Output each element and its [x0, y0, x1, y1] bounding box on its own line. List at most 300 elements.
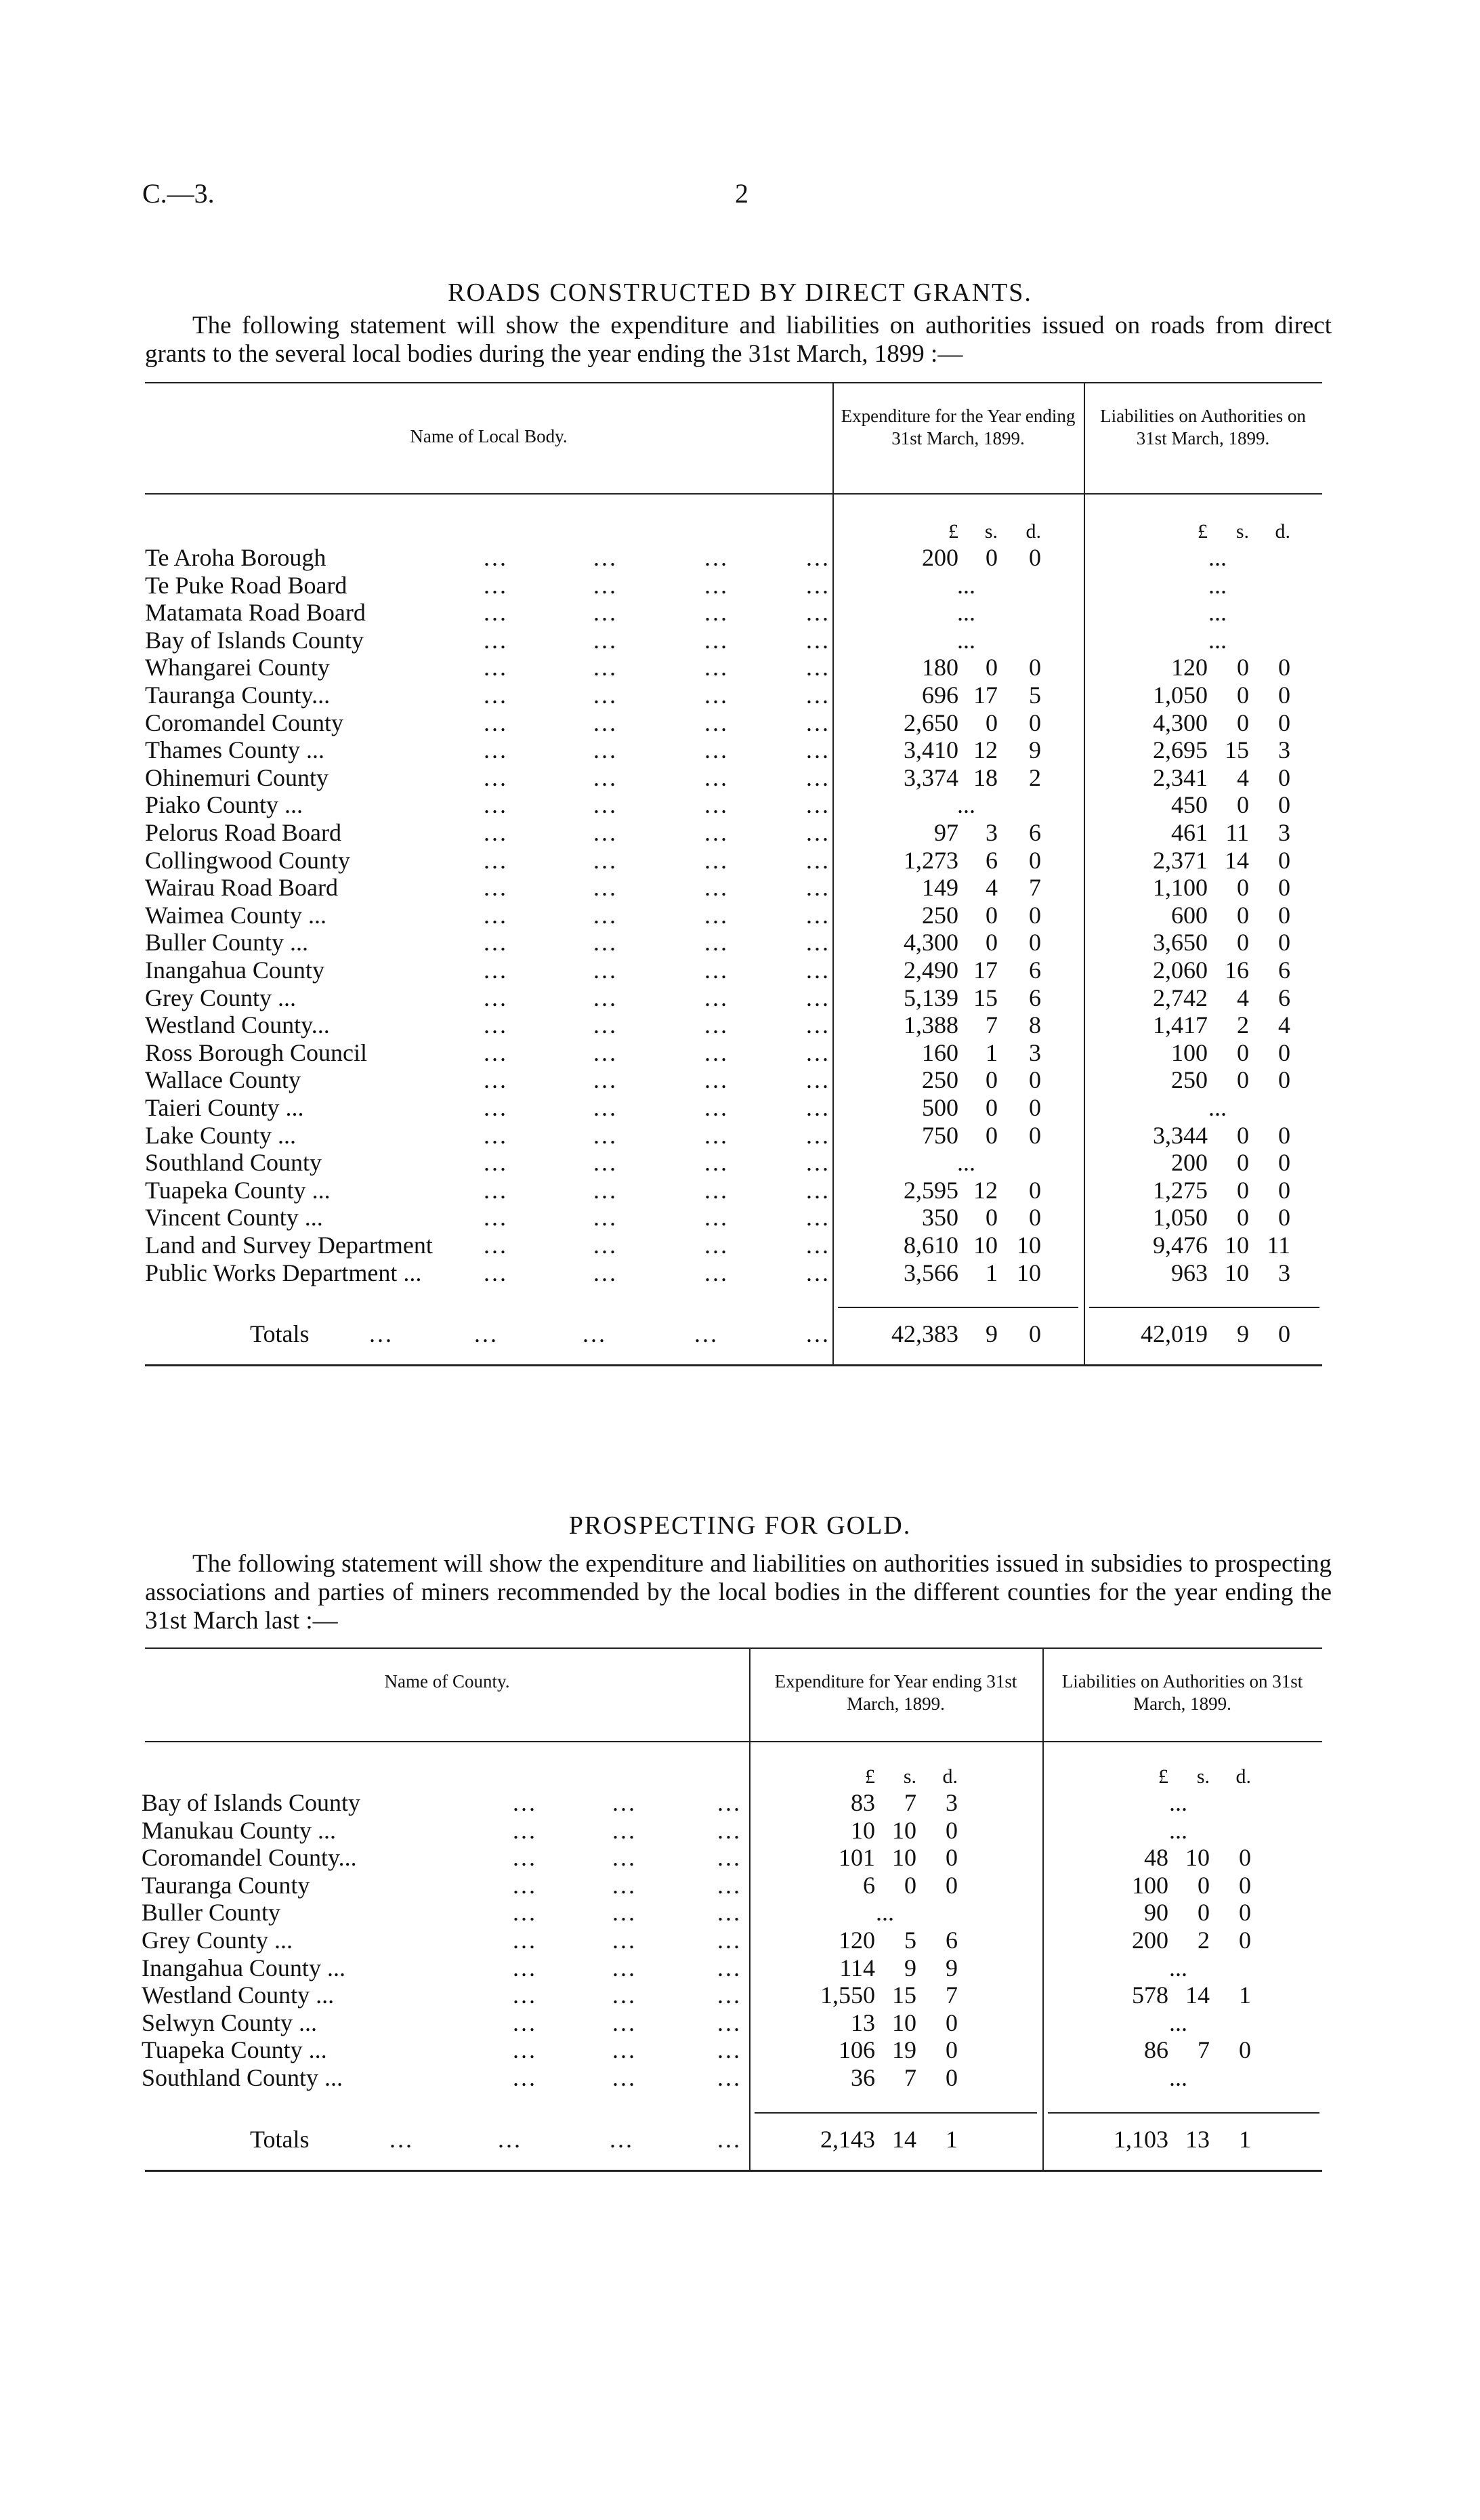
expenditure-shillings: 7: [904, 2064, 916, 2091]
dot-leader: ...: [498, 2125, 522, 2153]
expenditure-shillings: 9: [904, 1954, 916, 1981]
expenditure-pounds: 97: [934, 819, 958, 846]
row-name: Buller County ...: [145, 929, 312, 956]
row-name: Inangahua County: [145, 957, 329, 984]
dot-leader: ...: [484, 874, 508, 902]
unit-pence-label: d.: [942, 1765, 958, 1788]
dot-leader: ...: [806, 736, 830, 764]
expenditure-empty: ...: [957, 571, 975, 599]
column-header-name: Name of County.: [384, 1671, 510, 1692]
dot-leader: ...: [806, 929, 830, 957]
expenditure-pounds: 2,490: [904, 957, 958, 984]
expenditure-shillings: 10: [892, 1816, 916, 1844]
totals-rule: [838, 1307, 1078, 1308]
liability-pounds: 2,341: [1153, 763, 1208, 791]
dot-leader: ...: [593, 681, 618, 709]
expenditure-pounds: 2,650: [904, 709, 958, 736]
dot-leader: ...: [612, 2064, 637, 2091]
expenditure-pence: 0: [1029, 654, 1041, 681]
expenditure-pence: 6: [946, 1927, 958, 1954]
expenditure-shillings: 19: [892, 2036, 916, 2064]
dot-leader: ...: [806, 1232, 830, 1259]
total-expenditure-pence: 0: [1029, 1320, 1041, 1348]
dot-leader: ...: [704, 1232, 729, 1259]
row-name: Westland County...: [145, 1011, 334, 1038]
expenditure-pence: 0: [946, 1871, 958, 1899]
dot-leader: ...: [806, 1204, 830, 1232]
dot-leader: ...: [593, 626, 618, 654]
dot-leader: ...: [704, 544, 729, 571]
dot-leader: ...: [484, 819, 508, 846]
expenditure-pounds: 696: [922, 681, 958, 709]
expenditure-pounds: 10: [851, 1816, 875, 1844]
row-name: Ross Borough Council: [145, 1039, 371, 1066]
dot-leader: ...: [717, 1844, 742, 1872]
expenditure-pence: 6: [1029, 819, 1041, 846]
expenditure-pounds: 750: [922, 1121, 958, 1149]
unit-shillings-label: s.: [1235, 520, 1249, 543]
dot-leader: ...: [484, 736, 508, 764]
dot-leader: ...: [484, 544, 508, 571]
liability-pounds: 600: [1171, 901, 1208, 929]
totals-label: Totals: [250, 2126, 313, 2153]
liability-pounds: 450: [1171, 791, 1208, 819]
liability-pence: 6: [1278, 984, 1290, 1011]
liability-shillings: 0: [1237, 791, 1249, 819]
unit-shillings-label: s.: [984, 520, 998, 543]
dot-leader: ...: [704, 1259, 729, 1286]
dot-leader: ...: [484, 1121, 508, 1149]
row-name: Grey County ...: [142, 1927, 297, 1954]
liability-empty: ...: [1169, 1816, 1187, 1844]
expenditure-empty: ...: [957, 599, 975, 627]
dot-leader: ...: [484, 654, 508, 681]
expenditure-pounds: 1,273: [904, 846, 958, 874]
row-name: Waimea County ...: [145, 902, 331, 929]
row-name: Matamata Road Board: [145, 599, 370, 626]
dot-leader: ...: [513, 1927, 537, 1954]
dot-leader: ...: [704, 1066, 729, 1094]
dot-leader: ...: [593, 1259, 618, 1286]
expenditure-pounds: 106: [839, 2036, 875, 2064]
liability-shillings: 0: [1237, 929, 1249, 957]
dot-leader: ...: [612, 2009, 637, 2036]
dot-leader: ...: [612, 1981, 637, 2009]
liability-pounds: 100: [1171, 1038, 1208, 1066]
dot-leader: ...: [704, 599, 729, 627]
expenditure-shillings: 3: [986, 819, 998, 846]
expenditure-pence: 10: [1017, 1259, 1041, 1286]
dot-leader: ...: [593, 1038, 618, 1066]
liability-pence: 0: [1278, 791, 1290, 819]
expenditure-shillings: 0: [986, 709, 998, 736]
expenditure-pounds: 8,610: [904, 1232, 958, 1259]
dot-leader: ...: [484, 846, 508, 874]
row-name: Wallace County: [145, 1066, 305, 1093]
expenditure-shillings: 0: [986, 929, 998, 957]
expenditure-pounds: 250: [922, 1066, 958, 1094]
dot-leader: ...: [513, 1954, 537, 1981]
liability-pence: 1: [1239, 1981, 1251, 2009]
dot-leader: ...: [484, 1204, 508, 1232]
dot-leader: ...: [484, 681, 508, 709]
expenditure-pence: 0: [946, 2064, 958, 2091]
liability-pence: 3: [1278, 819, 1290, 846]
liability-pounds: 1,050: [1153, 1204, 1208, 1232]
row-name: Coromandel County: [145, 709, 347, 736]
unit-shillings-label: s.: [1196, 1765, 1210, 1788]
unit-pounds-label: £: [948, 520, 958, 543]
expenditure-shillings: 0: [986, 1204, 998, 1232]
dot-leader: ...: [484, 791, 508, 819]
dot-leader: ...: [704, 1121, 729, 1149]
liability-shillings: 2: [1237, 1011, 1249, 1039]
dot-leader: ...: [717, 1871, 742, 1899]
liability-pence: 0: [1278, 1121, 1290, 1149]
dot-leader: ...: [474, 1320, 499, 1348]
expenditure-shillings: 7: [986, 1011, 998, 1039]
row-name: Whangarei County: [145, 654, 334, 681]
row-name: Selwyn County ...: [142, 2009, 321, 2036]
dot-leader: ...: [593, 819, 618, 846]
expenditure-pence: 0: [1029, 901, 1041, 929]
expenditure-shillings: 6: [986, 846, 998, 874]
expenditure-shillings: 17: [973, 957, 998, 984]
row-name: Lake County ...: [145, 1122, 300, 1149]
dot-leader: ...: [593, 1094, 618, 1121]
dot-leader: ...: [513, 1816, 537, 1844]
expenditure-pounds: 160: [922, 1038, 958, 1066]
total-expenditure-pounds: 2,143: [820, 2125, 875, 2153]
dot-leader: ...: [593, 901, 618, 929]
dot-leader: ...: [806, 819, 830, 846]
dot-leader: ...: [593, 599, 618, 627]
unit-pounds-label: £: [865, 1765, 875, 1788]
dot-leader: ...: [704, 901, 729, 929]
total-liability-shillings: 13: [1185, 2125, 1210, 2153]
dot-leader: ...: [717, 1927, 742, 1954]
expenditure-shillings: 10: [892, 1844, 916, 1872]
row-name: Vincent County ...: [145, 1204, 327, 1231]
dot-leader: ...: [612, 1816, 637, 1844]
row-name: Manukau County ...: [142, 1817, 340, 1844]
expenditure-shillings: 1: [986, 1259, 998, 1286]
dot-leader: ...: [484, 1011, 508, 1039]
total-liability-pence: 0: [1278, 1320, 1290, 1348]
dot-leader: ...: [806, 681, 830, 709]
liability-pounds: 1,417: [1153, 1011, 1208, 1039]
liability-shillings: 10: [1185, 1844, 1210, 1872]
expenditure-pence: 6: [1029, 984, 1041, 1011]
dot-leader: ...: [806, 984, 830, 1011]
expenditure-pence: 3: [946, 1789, 958, 1816]
section-title-gold: PROSPECTING FOR GOLD.: [568, 1511, 912, 1540]
total-expenditure-pence: 1: [946, 2125, 958, 2153]
total-expenditure-pounds: 42,383: [891, 1320, 958, 1348]
column-header-expenditure: Expenditure for Year ending 31st March, 1899.: [774, 1671, 1017, 1714]
dot-leader: ...: [484, 1038, 508, 1066]
dot-leader: ...: [593, 544, 618, 571]
liability-shillings: 0: [1237, 1038, 1249, 1066]
dot-leader: ...: [484, 929, 508, 957]
total-expenditure-shillings: 9: [986, 1320, 998, 1348]
dot-leader: ...: [806, 846, 830, 874]
dot-leader: ...: [513, 1789, 537, 1816]
dot-leader: ...: [704, 626, 729, 654]
liability-pence: 0: [1239, 1844, 1251, 1872]
liability-pounds: 963: [1171, 1259, 1208, 1286]
liability-shillings: 11: [1225, 819, 1249, 846]
expenditure-shillings: 18: [973, 763, 998, 791]
expenditure-pounds: 1,550: [820, 1981, 875, 2009]
total-liability-pounds: 42,019: [1141, 1320, 1208, 1348]
dot-leader: ...: [593, 1176, 618, 1204]
dot-leader: ...: [593, 846, 618, 874]
liability-pounds: 2,060: [1153, 957, 1208, 984]
column-header-name: Name of Local Body.: [410, 426, 568, 446]
row-name: Westland County ...: [142, 1981, 338, 2009]
expenditure-shillings: 15: [892, 1981, 916, 2009]
dot-leader: ...: [484, 763, 508, 791]
liability-pence: 6: [1278, 957, 1290, 984]
liability-pence: 0: [1278, 1204, 1290, 1232]
liability-pounds: 2,742: [1153, 984, 1208, 1011]
expenditure-pounds: 250: [922, 901, 958, 929]
expenditure-pounds: 1,388: [904, 1011, 958, 1039]
section-intro-roads: The following statement will show the expenditure and liabilities on authorities issued on roads from direct grants to the several local bodies during the year ending the 31st March, 1899 :—: [145, 312, 1332, 368]
expenditure-shillings: 0: [986, 1094, 998, 1121]
liability-empty: ...: [1169, 2064, 1187, 2091]
dot-leader: ...: [593, 1121, 618, 1149]
liability-pence: 0: [1278, 763, 1290, 791]
expenditure-pence: 3: [1029, 1038, 1041, 1066]
dot-leader: ...: [704, 819, 729, 846]
expenditure-shillings: 0: [986, 544, 998, 571]
dot-leader: ...: [593, 984, 618, 1011]
liability-pounds: 200: [1132, 1927, 1168, 1954]
expenditure-pence: 9: [946, 1954, 958, 1981]
dot-leader: ...: [610, 2125, 634, 2153]
expenditure-shillings: 0: [986, 1121, 998, 1149]
expenditure-empty: ...: [876, 1899, 894, 1927]
dot-leader: ...: [704, 763, 729, 791]
column-header-liabilities: Liabilities on Authorities on 31st March, 1899.: [1100, 406, 1306, 448]
liability-empty: ...: [1169, 1789, 1187, 1816]
expenditure-shillings: 0: [986, 901, 998, 929]
expenditure-pounds: 120: [839, 1927, 875, 1954]
expenditure-pounds: 2,595: [904, 1176, 958, 1204]
expenditure-pence: 0: [946, 2009, 958, 2036]
dot-leader: ...: [717, 1816, 742, 1844]
liability-shillings: 10: [1225, 1259, 1249, 1286]
expenditure-shillings: 15: [973, 984, 998, 1011]
dot-leader: ...: [704, 736, 729, 764]
dot-leader: ...: [593, 571, 618, 599]
liability-pence: 0: [1278, 1176, 1290, 1204]
dot-leader: ...: [704, 1038, 729, 1066]
dot-leader: ...: [806, 1038, 830, 1066]
expenditure-pence: 0: [1029, 1204, 1041, 1232]
dot-leader: ...: [484, 626, 508, 654]
liability-pence: 0: [1278, 709, 1290, 736]
dot-leader: ...: [593, 1011, 618, 1039]
dot-leader: ...: [717, 1954, 742, 1981]
liability-empty: ...: [1169, 1954, 1187, 1981]
dot-leader: ...: [593, 1204, 618, 1232]
dot-leader: ...: [513, 1981, 537, 2009]
dot-leader: ...: [593, 654, 618, 681]
expenditure-pounds: 36: [851, 2064, 875, 2091]
row-name: Bay of Islands County: [142, 1789, 364, 1816]
liability-pence: 3: [1278, 1259, 1290, 1286]
liability-pounds: 461: [1171, 819, 1208, 846]
liability-pence: 0: [1239, 1871, 1251, 1899]
dot-leader: ...: [806, 874, 830, 902]
dot-leader: ...: [513, 1844, 537, 1872]
expenditure-shillings: 0: [986, 654, 998, 681]
row-name: Tauranga County...: [145, 681, 334, 709]
expenditure-pence: 8: [1029, 1011, 1041, 1039]
row-name: Te Puke Road Board: [145, 572, 351, 599]
liability-pence: 0: [1278, 1066, 1290, 1094]
unit-pounds-label: £: [1198, 520, 1208, 543]
expenditure-shillings: 12: [973, 736, 998, 764]
liability-shillings: 0: [1237, 654, 1249, 681]
dot-leader: ...: [717, 2125, 742, 2153]
totals-rule: [1048, 2112, 1319, 2114]
dot-leader: ...: [704, 929, 729, 957]
expenditure-pence: 7: [946, 1981, 958, 2009]
dot-leader: ...: [806, 544, 830, 571]
row-name: Buller County: [142, 1899, 284, 1926]
dot-leader: ...: [806, 1121, 830, 1149]
liability-shillings: 0: [1237, 709, 1249, 736]
column-header-liabilities: Liabilities on Authorities on 31st March, 1899.: [1061, 1671, 1303, 1714]
expenditure-pence: 7: [1029, 874, 1041, 902]
expenditure-pounds: 6: [863, 1871, 875, 1899]
liability-shillings: 0: [1198, 1871, 1210, 1899]
column-divider: [749, 1647, 750, 2170]
dot-leader: ...: [484, 1094, 508, 1121]
dot-leader: ...: [704, 1176, 729, 1204]
liability-empty: ...: [1208, 544, 1227, 571]
dot-leader: ...: [513, 1899, 537, 1927]
dot-leader: ...: [806, 571, 830, 599]
liability-shillings: 10: [1225, 1232, 1249, 1259]
expenditure-pounds: 149: [922, 874, 958, 902]
dot-leader: ...: [484, 709, 508, 736]
row-name: Taieri County ...: [145, 1094, 308, 1121]
liability-shillings: 0: [1237, 1149, 1249, 1177]
expenditure-shillings: 1: [986, 1038, 998, 1066]
dot-leader: ...: [484, 599, 508, 627]
expenditure-pounds: 3,566: [904, 1259, 958, 1286]
dot-leader: ...: [593, 874, 618, 902]
expenditure-pounds: 114: [839, 1954, 875, 1981]
expenditure-pence: 9: [1029, 736, 1041, 764]
liability-pounds: 120: [1171, 654, 1208, 681]
unit-pence-label: d.: [1026, 520, 1041, 543]
dot-leader: ...: [593, 1066, 618, 1094]
dot-leader: ...: [593, 791, 618, 819]
dot-leader: ...: [612, 1927, 637, 1954]
expenditure-pounds: 3,374: [904, 763, 958, 791]
dot-leader: ...: [484, 957, 508, 984]
liability-shillings: 15: [1225, 736, 1249, 764]
table-bottom-rule: [145, 2170, 1322, 2172]
liability-pounds: 100: [1132, 1871, 1168, 1899]
row-name: Southland County: [145, 1149, 326, 1176]
liability-shillings: 16: [1225, 957, 1249, 984]
dot-leader: ...: [612, 1789, 637, 1816]
liability-pounds: 86: [1144, 2036, 1168, 2064]
expenditure-pence: 0: [1029, 846, 1041, 874]
section-title-roads: ROADS CONSTRUCTED BY DIRECT GRANTS.: [448, 278, 1032, 307]
dot-leader: ...: [704, 571, 729, 599]
liability-shillings: 7: [1198, 2036, 1210, 2064]
liability-pence: 0: [1278, 1038, 1290, 1066]
dot-leader: ...: [593, 957, 618, 984]
expenditure-shillings: 0: [986, 1066, 998, 1094]
dot-leader: ...: [704, 1011, 729, 1039]
dot-leader: ...: [593, 929, 618, 957]
row-name: Public Works Department ...: [145, 1259, 425, 1286]
dot-leader: ...: [704, 681, 729, 709]
dot-leader: ...: [694, 1320, 719, 1348]
expenditure-pounds: 350: [922, 1204, 958, 1232]
dot-leader: ...: [806, 599, 830, 627]
liability-pence: 0: [1278, 846, 1290, 874]
dot-leader: ...: [593, 1149, 618, 1177]
expenditure-empty: ...: [957, 1149, 975, 1177]
liability-empty: ...: [1208, 626, 1227, 654]
dot-leader: ...: [484, 1232, 508, 1259]
expenditure-pence: 0: [1029, 544, 1041, 571]
liability-shillings: 0: [1237, 1121, 1249, 1149]
liability-shillings: 0: [1237, 681, 1249, 709]
section-intro-gold: The following statement will show the expenditure and liabilities on authorities issued in subsidies to prospecting associations and parties of miners recommended by the local bodies in the different counties for the year ending the 31st March last :—: [145, 1550, 1332, 1635]
column-header-expenditure: Expenditure for the Year ending 31st March, 1899.: [841, 406, 1076, 448]
expenditure-pounds: 4,300: [904, 929, 958, 957]
dot-leader: ...: [704, 1149, 729, 1177]
liability-shillings: 0: [1237, 1066, 1249, 1094]
unit-shillings-label: s.: [903, 1765, 916, 1788]
row-name: Southland County ...: [142, 2064, 347, 2091]
expenditure-pounds: 83: [851, 1789, 875, 1816]
liability-shillings: 0: [1237, 1204, 1249, 1232]
row-name: Tuapeka County ...: [145, 1177, 335, 1204]
dot-leader: ...: [484, 901, 508, 929]
expenditure-pounds: 13: [851, 2009, 875, 2036]
dot-leader: ...: [704, 1204, 729, 1232]
expenditure-pence: 10: [1017, 1232, 1041, 1259]
expenditure-pence: 0: [1029, 1094, 1041, 1121]
dot-leader: ...: [484, 984, 508, 1011]
liability-pounds: 48: [1144, 1844, 1168, 1872]
expenditure-pounds: 200: [922, 544, 958, 571]
dot-leader: ...: [389, 2125, 414, 2153]
row-name: Coromandel County...: [142, 1844, 361, 1871]
dot-leader: ...: [704, 846, 729, 874]
dot-leader: ...: [612, 1899, 637, 1927]
liability-empty: ...: [1169, 2009, 1187, 2036]
dot-leader: ...: [806, 1094, 830, 1121]
liability-pounds: 578: [1132, 1981, 1168, 2009]
dot-leader: ...: [806, 1066, 830, 1094]
unit-pounds-label: £: [1158, 1765, 1168, 1788]
dot-leader: ...: [704, 1094, 729, 1121]
document-reference: C.—3.: [142, 178, 215, 209]
